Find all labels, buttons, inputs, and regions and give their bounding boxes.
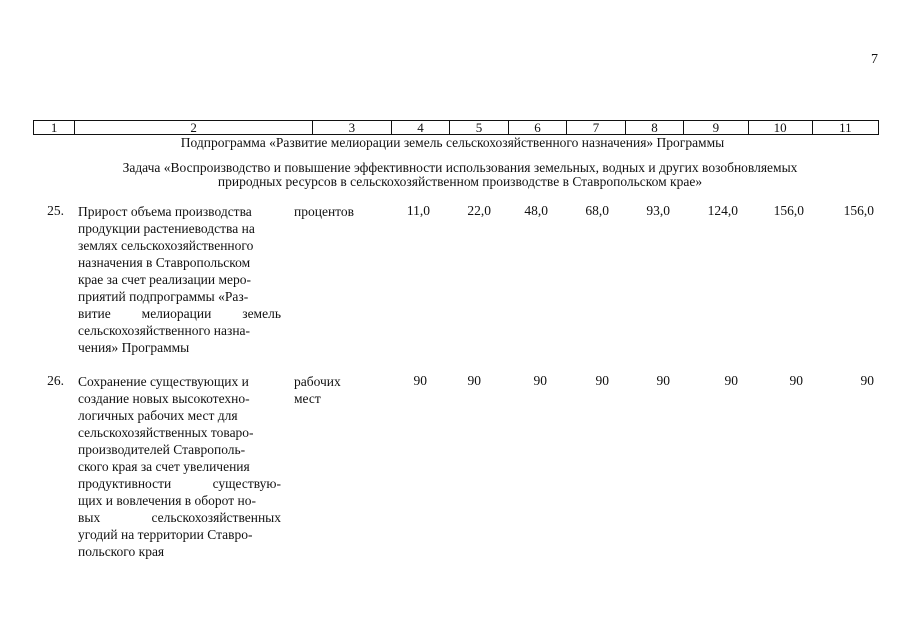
row-description-line: польского края [78,544,165,559]
row-number: 26. [47,373,64,388]
task-heading [60,161,860,189]
row-description-line: продуктивности существую- [78,476,281,491]
row-description-line: логичных рабочих мест для [78,408,238,423]
row-description [78,203,281,356]
row-description-line: крае за счет реализации меро- [78,272,252,287]
row-unit-line: рабочих [294,374,341,389]
value-col-5: 22,0 [467,203,491,218]
value-col-10: 156,0 [773,203,804,218]
value-col-11: 90 [860,373,874,388]
value-col-11: 156,0 [843,203,874,218]
task-line-2: природных ресурсов в сельскохозяйственном производстве в Ставропольском крае» [217,174,703,189]
table-header-row [33,120,879,135]
value-col-4: 11,0 [406,203,430,218]
row-description-line: назначения в Ставропольском [78,255,251,270]
row-description-line: производителей Ставрополь- [78,442,246,457]
row-unit [294,203,366,220]
row-description-line: щих и вовлечения в оборот но- [78,493,256,508]
subprogram-title: Подпрограмма «Развитие мелиорации земель сельскохозяйственного назначения» Программы [180,135,725,150]
header-col-7: 7 [567,121,626,134]
value-col-8: 93,0 [646,203,670,218]
row-description [78,373,281,560]
row-description-line: угодий на территории Ставро- [78,527,253,542]
row-description-line: вых сельскохозяйственных [78,510,281,525]
value-col-5: 90 [467,373,481,388]
value-col-6: 90 [533,373,547,388]
page-number: 7 [871,52,878,67]
task-line-1: Задача «Воспроизводство и повышение эффективности использования земельных, водных и других возобновляемых [122,160,798,175]
header-col-5: 5 [450,121,509,134]
value-col-7: 68,0 [585,203,609,218]
value-col-10: 90 [789,373,803,388]
header-col-9: 9 [684,121,748,134]
header-col-4: 4 [392,121,451,134]
row-description-line: создание новых высокотехно- [78,391,250,406]
row-description-line: Сохранение существующих и [78,374,249,389]
value-col-4: 90 [413,373,427,388]
value-col-9: 124,0 [707,203,738,218]
row-description-line: землях сельскохозяйственного [78,238,254,253]
row-description-line: продукции растениеводства на [78,221,255,236]
row-description-line: ского края за счет увеличения [78,459,250,474]
header-col-8: 8 [626,121,685,134]
header-col-2: 2 [75,121,313,134]
row-description-line: сельскохозяйственных товаро- [78,425,254,440]
value-col-8: 90 [656,373,670,388]
row-description-line: приятий подпрограммы «Раз- [78,289,249,304]
row-unit-line: мест [294,391,321,406]
row-description-line: витие мелиорации земель [78,306,281,321]
row-description-line: Прирост объема производства [78,204,252,219]
value-col-7: 90 [595,373,609,388]
header-col-11: 11 [839,120,852,135]
row-description-line: сельскохозяйственного назна- [78,323,251,338]
row-description-line: чения» Программы [78,340,190,355]
row-unit-line: процентов [294,204,355,219]
header-col-3: 3 [313,121,392,134]
value-col-6: 48,0 [524,203,548,218]
value-col-9: 90 [724,373,738,388]
row-unit [294,373,366,407]
header-col-10: 10 [749,121,813,134]
row-number: 25. [47,203,64,218]
header-col-1: 1 [34,121,75,134]
header-col-6: 6 [509,121,568,134]
